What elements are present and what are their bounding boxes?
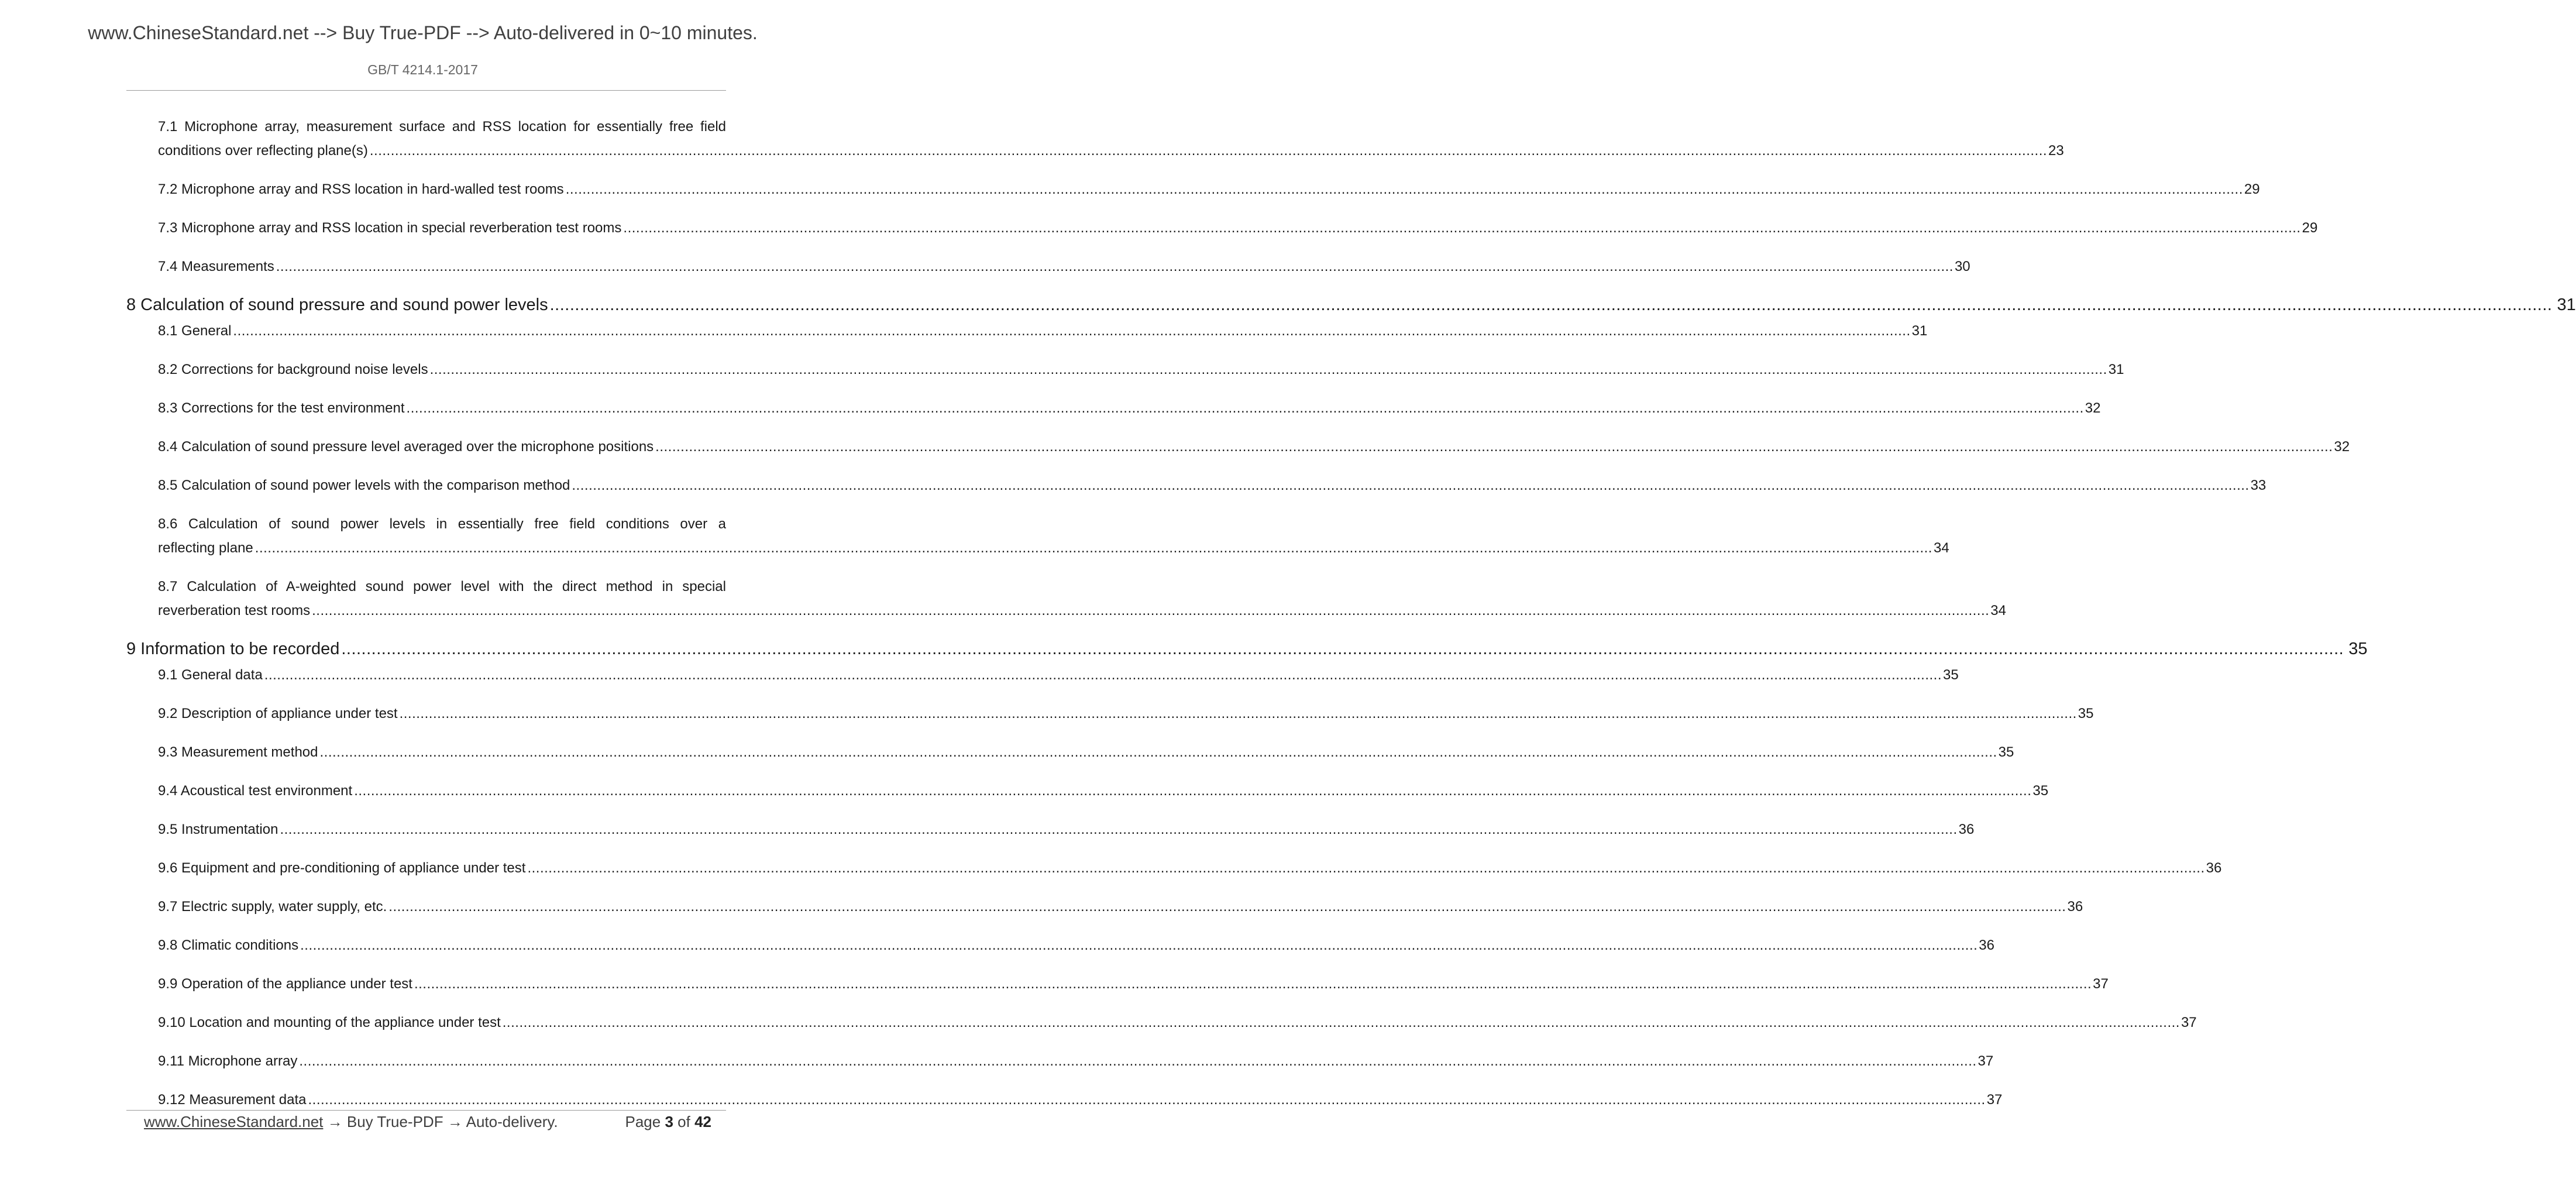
top-banner: www.ChineseStandard.net --> Buy True-PDF --> Auto-delivered in 0~10 minutes. xyxy=(88,22,758,43)
footer-divider xyxy=(126,1110,726,1111)
toc-entry-line xyxy=(158,779,2049,803)
toc-dot-leader: ................................................................................................................................................................................................................................................................................................................................................................................................................ xyxy=(233,323,1911,339)
toc-entry-title: 9.6 Equipment and pre-conditioning of appliance under test xyxy=(158,860,526,876)
toc-entry-title: 7.1 Microphone array, measurement surface and RSS location for essentially free field xyxy=(158,119,726,135)
toc-entry-title: 9.10 Location and mounting of the appliance under test xyxy=(158,1015,501,1030)
toc-entry-line xyxy=(126,293,2576,317)
toc-entry-title: 9.4 Acoustical test environment xyxy=(158,783,353,799)
toc-page-number: 36 xyxy=(2067,899,2083,915)
toc-entry-title: 7.3 Microphone array and RSS location in special reverberation test rooms xyxy=(158,220,622,236)
toc-entry-title: 8.7 Calculation of A-weighted sound power level with the direct method in special xyxy=(158,579,726,594)
toc-entry-line xyxy=(158,817,1975,841)
toc-subsection-entry[interactable] xyxy=(158,740,2014,764)
toc-dot-leader: ................................................................................................................................................................................................................................................................................................................................................................................................................ xyxy=(527,860,2205,876)
toc-dot-leader: ................................................................................................................................................................................................................................................................................................................................................................................................................ xyxy=(399,706,2077,721)
toc-page-number: 32 xyxy=(2334,439,2350,455)
toc-entry-title: 8.4 Calculation of sound pressure level averaged over the microphone positions xyxy=(158,439,654,455)
toc-entry-title: 9.5 Instrumentation xyxy=(158,822,278,837)
toc-subsection-entry[interactable] xyxy=(158,177,2260,201)
toc-page-number: 33 xyxy=(2250,477,2267,493)
toc-entry-line xyxy=(158,599,2006,623)
toc-entry-line xyxy=(158,740,2014,764)
page-indicator xyxy=(625,1113,711,1131)
toc-page-number: 36 xyxy=(1958,822,1975,837)
toc-entry-title: 9.11 Microphone array xyxy=(158,1053,298,1069)
table-of-contents xyxy=(126,115,2576,1126)
toc-entry-line xyxy=(158,702,2094,726)
toc-subsection-entry[interactable] xyxy=(158,972,2109,996)
toc-entry-line xyxy=(158,536,1949,560)
toc-entry-line xyxy=(126,637,2368,661)
toc-entry-title: 8 Calculation of sound pressure and sound power levels xyxy=(126,295,548,314)
toc-dot-leader: ................................................................................................................................................................................................................................................................................................................................................................................................................ xyxy=(502,1015,2180,1030)
toc-entry-line xyxy=(158,216,2318,240)
arrow-right-icon: → xyxy=(447,1113,463,1130)
document-id: GB/T 4214.1-2017 xyxy=(367,62,478,77)
header-divider xyxy=(126,90,726,91)
toc-page-number: 36 xyxy=(2206,860,2222,876)
toc-dot-leader: ................................................................................................................................................................................................................................................................................................................................................................................................................ xyxy=(655,439,2333,455)
toc-entry-title: 9.3 Measurement method xyxy=(158,744,318,760)
footer xyxy=(144,1113,711,1136)
toc-page-number: 34 xyxy=(1933,540,1949,556)
toc-entry-title: 9.7 Electric supply, water supply, etc. xyxy=(158,899,387,915)
toc-page-number: 35 xyxy=(1942,667,1959,683)
footer-buy-text: Buy True-PDF xyxy=(346,1113,443,1130)
toc-subsection-entry[interactable] xyxy=(158,216,2318,240)
toc-page-number: 35 xyxy=(1998,744,2014,760)
toc-subsection-entry[interactable] xyxy=(158,1088,2003,1112)
toc-subsection-entry[interactable] xyxy=(158,396,2101,420)
toc-page-number: 31 xyxy=(2557,295,2576,314)
toc-entry-title: 8.3 Corrections for the test environment xyxy=(158,400,405,416)
toc-subsection-entry[interactable] xyxy=(158,895,2083,919)
toc-page-number: 36 xyxy=(1979,937,1994,953)
toc-dot-leader: ................................................................................................................................................................................................................................................................................................................................................................................................................ xyxy=(299,1053,1977,1069)
toc-entry-line xyxy=(158,255,1970,279)
toc-page-number: 30 xyxy=(1954,259,1970,274)
toc-entry-title: 7.2 Microphone array and RSS location in hard-walled test rooms xyxy=(158,181,564,197)
toc-entry-line xyxy=(158,473,2267,497)
toc-entry-title: reverberation test rooms xyxy=(158,603,311,618)
toc-entry-line xyxy=(158,358,2124,382)
toc-dot-leader: ................................................................................................................................................................................................................................................................................................................................................................................................................ xyxy=(341,640,2344,658)
page-total: 42 xyxy=(694,1113,711,1130)
arrow-right-icon: → xyxy=(327,1113,343,1130)
toc-subsection-entry[interactable] xyxy=(158,663,1959,687)
toc-entry-title: 8.6 Calculation of sound power levels in essentially free field conditions over a xyxy=(158,516,726,532)
toc-dot-leader: ................................................................................................................................................................................................................................................................................................................................................................................................................ xyxy=(623,220,2301,236)
toc-entry-line xyxy=(158,972,2109,996)
toc-entry-line xyxy=(158,575,726,599)
toc-subsection-entry[interactable] xyxy=(158,1049,1994,1073)
toc-page-number: 32 xyxy=(2085,400,2101,416)
toc-dot-leader: ................................................................................................................................................................................................................................................................................................................................................................................................................ xyxy=(406,400,2084,416)
toc-subsection-entry[interactable] xyxy=(158,358,2124,382)
toc-subsection-entry[interactable] xyxy=(158,115,2064,163)
toc-dot-leader: ................................................................................................................................................................................................................................................................................................................................................................................................................ xyxy=(264,667,1942,683)
toc-entry-line xyxy=(158,663,1959,687)
toc-subsection-entry[interactable] xyxy=(158,817,1975,841)
toc-dot-leader: ................................................................................................................................................................................................................................................................................................................................................................................................................ xyxy=(300,937,1978,953)
toc-entry-title: 8.1 General xyxy=(158,323,232,339)
toc-section-entry[interactable] xyxy=(126,637,2368,661)
toc-entry-line xyxy=(158,1049,1994,1073)
toc-page-number: 35 xyxy=(2348,640,2368,658)
toc-entry-line xyxy=(158,139,2064,163)
toc-subsection-entry[interactable] xyxy=(158,435,2350,459)
toc-dot-leader: ................................................................................................................................................................................................................................................................................................................................................................................................................ xyxy=(308,1092,1986,1108)
toc-dot-leader: ................................................................................................................................................................................................................................................................................................................................................................................................................ xyxy=(254,540,1932,556)
toc-subsection-entry[interactable] xyxy=(158,779,2049,803)
toc-entry-title: 9.9 Operation of the appliance under test xyxy=(158,976,412,992)
toc-entry-line xyxy=(158,933,1994,957)
toc-entry-line xyxy=(158,177,2260,201)
toc-subsection-entry[interactable] xyxy=(158,319,1928,343)
toc-page-number: 35 xyxy=(2078,706,2094,721)
toc-entry-title: 9.8 Climatic conditions xyxy=(158,937,299,953)
toc-page-number: 37 xyxy=(2181,1015,2197,1030)
toc-dot-leader: ................................................................................................................................................................................................................................................................................................................................................................................................................ xyxy=(369,143,2048,159)
toc-dot-leader: ................................................................................................................................................................................................................................................................................................................................................................................................................ xyxy=(414,976,2092,992)
toc-dot-leader: ................................................................................................................................................................................................................................................................................................................................................................................................................ xyxy=(276,259,1954,274)
footer-website-link[interactable]: www.ChineseStandard.net xyxy=(144,1113,324,1130)
toc-page-number: 35 xyxy=(2032,783,2049,799)
toc-subsection-entry[interactable] xyxy=(158,702,2094,726)
toc-entry-line xyxy=(158,115,726,139)
toc-page-number: 23 xyxy=(2048,143,2064,159)
footer-delivery-text: Auto-delivery. xyxy=(466,1113,558,1130)
toc-dot-leader: ................................................................................................................................................................................................................................................................................................................................................................................................................ xyxy=(388,899,2066,915)
toc-subsection-entry[interactable] xyxy=(158,856,2222,880)
toc-entry-title: 9 Information to be recorded xyxy=(126,640,340,658)
toc-entry-line xyxy=(158,435,2350,459)
toc-dot-leader: ................................................................................................................................................................................................................................................................................................................................................................................................................ xyxy=(549,295,2553,314)
toc-entry-title: 9.2 Description of appliance under test xyxy=(158,706,398,721)
toc-page-number: 31 xyxy=(2108,362,2124,377)
toc-dot-leader: ................................................................................................................................................................................................................................................................................................................................................................................................................ xyxy=(319,744,1997,760)
toc-entry-line xyxy=(158,319,1928,343)
of-label: of xyxy=(677,1113,690,1130)
toc-dot-leader: ................................................................................................................................................................................................................................................................................................................................................................................................................ xyxy=(429,362,2107,377)
toc-entry-line xyxy=(158,1088,2003,1112)
toc-page-number: 37 xyxy=(1986,1092,2003,1108)
page-current: 3 xyxy=(665,1113,673,1130)
toc-dot-leader: ................................................................................................................................................................................................................................................................................................................................................................................................................ xyxy=(354,783,2032,799)
toc-subsection-entry[interactable] xyxy=(158,575,2006,623)
toc-entry-title: 8.2 Corrections for background noise levels xyxy=(158,362,428,377)
toc-dot-leader: ................................................................................................................................................................................................................................................................................................................................................................................................................ xyxy=(565,181,2243,197)
toc-subsection-entry[interactable] xyxy=(158,473,2267,497)
toc-dot-leader: ................................................................................................................................................................................................................................................................................................................................................................................................................ xyxy=(280,822,1958,837)
toc-entry-title: reflecting plane xyxy=(158,540,253,556)
toc-page-number: 29 xyxy=(2244,181,2260,197)
toc-subsection-entry[interactable] xyxy=(158,255,1970,279)
toc-section-entry[interactable] xyxy=(126,293,2576,317)
toc-subsection-entry[interactable] xyxy=(158,933,1994,957)
toc-entry-title: conditions over reflecting plane(s) xyxy=(158,143,368,159)
toc-entry-line xyxy=(158,1011,2197,1035)
toc-page-number: 37 xyxy=(2093,976,2109,992)
toc-dot-leader: ................................................................................................................................................................................................................................................................................................................................................................................................................ xyxy=(312,603,1990,618)
toc-entry-line xyxy=(158,512,726,536)
toc-page-number: 29 xyxy=(2302,220,2318,236)
toc-subsection-entry[interactable] xyxy=(158,1011,2197,1035)
toc-page-number: 31 xyxy=(1911,323,1928,339)
toc-entry-line xyxy=(158,856,2222,880)
toc-page-number: 37 xyxy=(1977,1053,1994,1069)
toc-entry-title: 9.12 Measurement data xyxy=(158,1092,307,1108)
toc-dot-leader: ................................................................................................................................................................................................................................................................................................................................................................................................................ xyxy=(572,477,2250,493)
toc-entry-title: 9.1 General data xyxy=(158,667,263,683)
toc-entry-title: 8.5 Calculation of sound power levels with the comparison method xyxy=(158,477,570,493)
toc-entry-line xyxy=(158,396,2101,420)
page-label: Page xyxy=(625,1113,661,1130)
toc-entry-title: 7.4 Measurements xyxy=(158,259,274,274)
toc-entry-line xyxy=(158,895,2083,919)
toc-subsection-entry[interactable] xyxy=(158,512,1949,560)
toc-page-number: 34 xyxy=(1990,603,2006,618)
